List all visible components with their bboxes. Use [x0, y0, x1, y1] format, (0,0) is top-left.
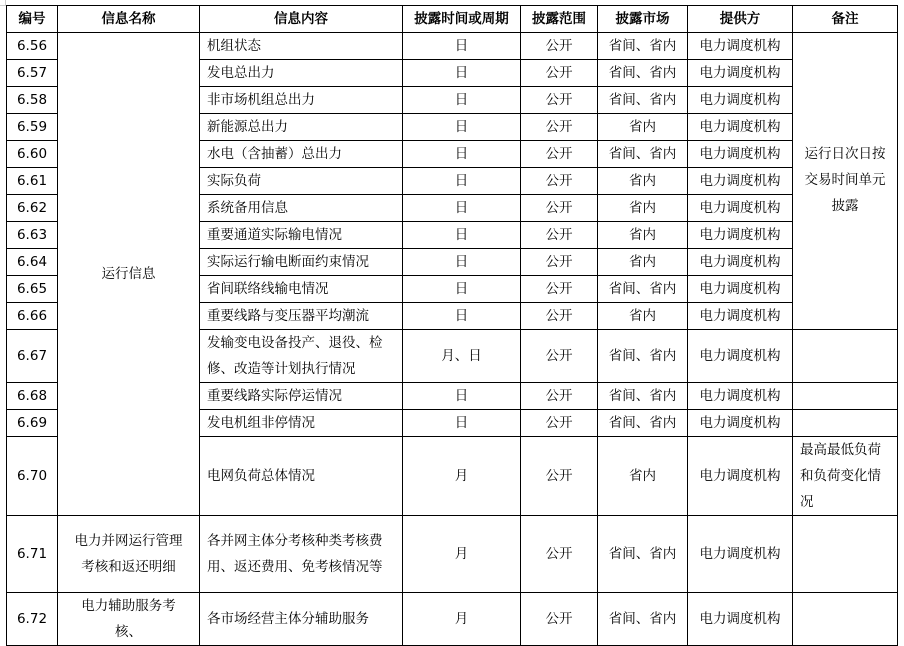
disclosure-period: 日	[403, 276, 521, 303]
row-id: 6.57	[7, 60, 58, 87]
info-content: 各市场经营主体分辅助服务	[200, 593, 403, 646]
row-id: 6.67	[7, 330, 58, 383]
info-name: 运行信息	[58, 33, 200, 516]
disclosure-market: 省内	[598, 249, 688, 276]
provider: 电力调度机构	[688, 222, 793, 249]
row-id: 6.68	[7, 383, 58, 410]
row-id: 6.63	[7, 222, 58, 249]
info-content: 水电（含抽蓄）总出力	[200, 141, 403, 168]
row-id: 6.70	[7, 437, 58, 516]
info-name: 电力辅助服务考核、	[58, 593, 200, 646]
row-id: 6.71	[7, 516, 58, 593]
provider: 电力调度机构	[688, 195, 793, 222]
provider: 电力调度机构	[688, 168, 793, 195]
header-provider: 提供方	[688, 6, 793, 33]
disclosure-market: 省内	[598, 437, 688, 516]
row-id: 6.59	[7, 114, 58, 141]
provider: 电力调度机构	[688, 249, 793, 276]
provider: 电力调度机构	[688, 303, 793, 330]
row-id: 6.56	[7, 33, 58, 60]
row-id: 6.66	[7, 303, 58, 330]
disclosure-scope: 公开	[521, 87, 598, 114]
disclosure-period: 日	[403, 168, 521, 195]
info-disclosure-table	[6, 5, 898, 646]
disclosure-scope: 公开	[521, 60, 598, 87]
disclosure-period: 日	[403, 114, 521, 141]
header-scope: 披露范围	[521, 6, 598, 33]
disclosure-period: 日	[403, 249, 521, 276]
disclosure-period: 月	[403, 593, 521, 646]
disclosure-market: 省间、省内	[598, 330, 688, 383]
disclosure-scope: 公开	[521, 593, 598, 646]
provider: 电力调度机构	[688, 516, 793, 593]
header-content: 信息内容	[200, 6, 403, 33]
header-id: 编号	[7, 6, 58, 33]
info-content: 重要线路与变压器平均潮流	[200, 303, 403, 330]
header-period: 披露时间或周期	[403, 6, 521, 33]
disclosure-period: 日	[403, 33, 521, 60]
info-content: 发输变电设备投产、退役、检修、改造等计划执行情况	[200, 330, 403, 383]
disclosure-market: 省内	[598, 114, 688, 141]
row-id: 6.64	[7, 249, 58, 276]
info-content: 电网负荷总体情况	[200, 437, 403, 516]
disclosure-market: 省间、省内	[598, 60, 688, 87]
disclosure-market: 省间、省内	[598, 516, 688, 593]
disclosure-market: 省间、省内	[598, 141, 688, 168]
provider: 电力调度机构	[688, 330, 793, 383]
remark: 运行日次日按交易时间单元披露	[793, 33, 898, 330]
disclosure-scope: 公开	[521, 168, 598, 195]
disclosure-market: 省间、省内	[598, 410, 688, 437]
disclosure-period: 日	[403, 383, 521, 410]
table-row	[7, 516, 898, 593]
remark: 最高最低负荷和负荷变化情况	[793, 437, 898, 516]
disclosure-scope: 公开	[521, 114, 598, 141]
info-content: 发电总出力	[200, 60, 403, 87]
header-market: 披露市场	[598, 6, 688, 33]
disclosure-period: 日	[403, 303, 521, 330]
disclosure-scope: 公开	[521, 195, 598, 222]
disclosure-period: 日	[403, 410, 521, 437]
disclosure-scope: 公开	[521, 222, 598, 249]
disclosure-scope: 公开	[521, 276, 598, 303]
info-content: 系统备用信息	[200, 195, 403, 222]
disclosure-scope: 公开	[521, 330, 598, 383]
provider: 电力调度机构	[688, 114, 793, 141]
disclosure-scope: 公开	[521, 141, 598, 168]
disclosure-market: 省内	[598, 195, 688, 222]
header-remark: 备注	[793, 6, 898, 33]
disclosure-period: 日	[403, 87, 521, 114]
row-id: 6.65	[7, 276, 58, 303]
info-content: 实际负荷	[200, 168, 403, 195]
info-content: 非市场机组总出力	[200, 87, 403, 114]
info-content: 发电机组非停情况	[200, 410, 403, 437]
disclosure-market: 省间、省内	[598, 33, 688, 60]
disclosure-scope: 公开	[521, 303, 598, 330]
info-content: 各并网主体分考核种类考核费用、返还费用、免考核情况等	[200, 516, 403, 593]
provider: 电力调度机构	[688, 437, 793, 516]
row-id: 6.58	[7, 87, 58, 114]
info-content: 省间联络线输电情况	[200, 276, 403, 303]
disclosure-market: 省间、省内	[598, 276, 688, 303]
provider: 电力调度机构	[688, 593, 793, 646]
disclosure-market: 省间、省内	[598, 87, 688, 114]
provider: 电力调度机构	[688, 87, 793, 114]
provider: 电力调度机构	[688, 383, 793, 410]
disclosure-scope: 公开	[521, 33, 598, 60]
row-id: 6.62	[7, 195, 58, 222]
disclosure-scope: 公开	[521, 516, 598, 593]
row-id: 6.69	[7, 410, 58, 437]
disclosure-market: 省内	[598, 168, 688, 195]
provider: 电力调度机构	[688, 141, 793, 168]
info-content: 机组状态	[200, 33, 403, 60]
disclosure-scope: 公开	[521, 249, 598, 276]
info-content: 新能源总出力	[200, 114, 403, 141]
disclosure-period: 月、日	[403, 330, 521, 383]
disclosure-period: 日	[403, 141, 521, 168]
table-row	[7, 33, 898, 60]
info-content: 重要通道实际输电情况	[200, 222, 403, 249]
disclosure-scope: 公开	[521, 410, 598, 437]
disclosure-scope: 公开	[521, 383, 598, 410]
disclosure-market: 省间、省内	[598, 593, 688, 646]
row-id: 6.60	[7, 141, 58, 168]
table-row	[7, 593, 898, 646]
provider: 电力调度机构	[688, 276, 793, 303]
header-name: 信息名称	[58, 6, 200, 33]
remark	[793, 593, 898, 646]
provider: 电力调度机构	[688, 60, 793, 87]
disclosure-period: 月	[403, 437, 521, 516]
remark	[793, 383, 898, 410]
info-content: 重要线路实际停运情况	[200, 383, 403, 410]
disclosure-market: 省内	[598, 222, 688, 249]
row-id: 6.72	[7, 593, 58, 646]
disclosure-period: 月	[403, 516, 521, 593]
table-header-row	[7, 6, 898, 33]
disclosure-period: 日	[403, 60, 521, 87]
provider: 电力调度机构	[688, 33, 793, 60]
disclosure-period: 日	[403, 222, 521, 249]
disclosure-period: 日	[403, 195, 521, 222]
remark	[793, 516, 898, 593]
provider: 电力调度机构	[688, 410, 793, 437]
remark	[793, 410, 898, 437]
remark	[793, 330, 898, 383]
info-content: 实际运行输电断面约束情况	[200, 249, 403, 276]
row-id: 6.61	[7, 168, 58, 195]
info-name: 电力并网运行管理考核和返还明细	[58, 516, 200, 593]
disclosure-scope: 公开	[521, 437, 598, 516]
disclosure-market: 省内	[598, 303, 688, 330]
disclosure-market: 省间、省内	[598, 383, 688, 410]
